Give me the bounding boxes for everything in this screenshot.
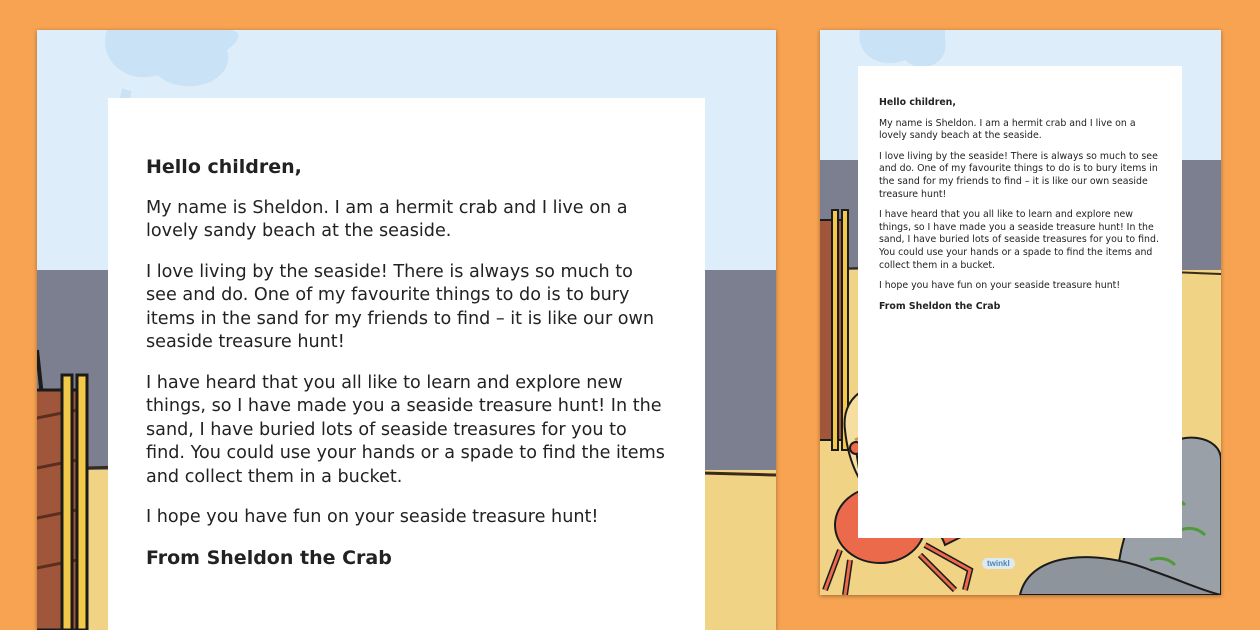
letter-paragraph-4: I hope you have fun on your seaside treasure hunt! bbox=[879, 280, 1121, 292]
letter-signoff: From Sheldon the Crab bbox=[879, 300, 1001, 312]
letter-paragraph-2: I love living by the seaside! There is always so much to see and do. One of my favourite things to do is to bury items in the sand for my friends to find – it is like our own seaside treasure hunt! bbox=[146, 261, 655, 352]
letter-card bbox=[858, 66, 1182, 538]
letter-signoff: From Sheldon the Crab bbox=[146, 546, 392, 569]
letter-paragraph-1: My name is Sheldon. I am a hermit crab and I live on a lovely sandy beach at the seaside. bbox=[146, 197, 628, 241]
letter-paragraph-2: I love living by the seaside! There is always so much to see and do. One of my favourite things to do is to bury items in the sand for my friends to find – it is like our own seaside treasure hunt! bbox=[879, 150, 1158, 200]
letter-paragraph-3: I have heard that you all like to learn and explore new things, so I have made you a seaside treasure hunt! In the sand, I have buried lots of seaside treasures for you to find. You could use your hands or a spade to find the items and collect them in a bucket. bbox=[879, 209, 1159, 271]
letter-paragraph-3: I have heard that you all like to learn and explore new things, so I have made you a seaside treasure hunt! In the sand, I have buried lots of seaside treasures for you to find. You could use your hands or a spade to find the items and collect them in a bucket. bbox=[146, 372, 665, 487]
letter-card bbox=[108, 98, 705, 630]
letter-preview-small bbox=[820, 30, 1221, 595]
letter-greeting: Hello children, bbox=[879, 97, 956, 108]
letter-paragraph-1: My name is Sheldon. I am a hermit crab and I live on a lovely sandy beach at the seaside. bbox=[879, 117, 1136, 142]
brand-logo: twinkl bbox=[982, 558, 1015, 569]
letter-paragraph-4: I hope you have fun on your seaside treasure hunt! bbox=[146, 507, 599, 527]
letter-greeting: Hello children, bbox=[146, 156, 302, 178]
letter-preview-large bbox=[37, 30, 776, 630]
